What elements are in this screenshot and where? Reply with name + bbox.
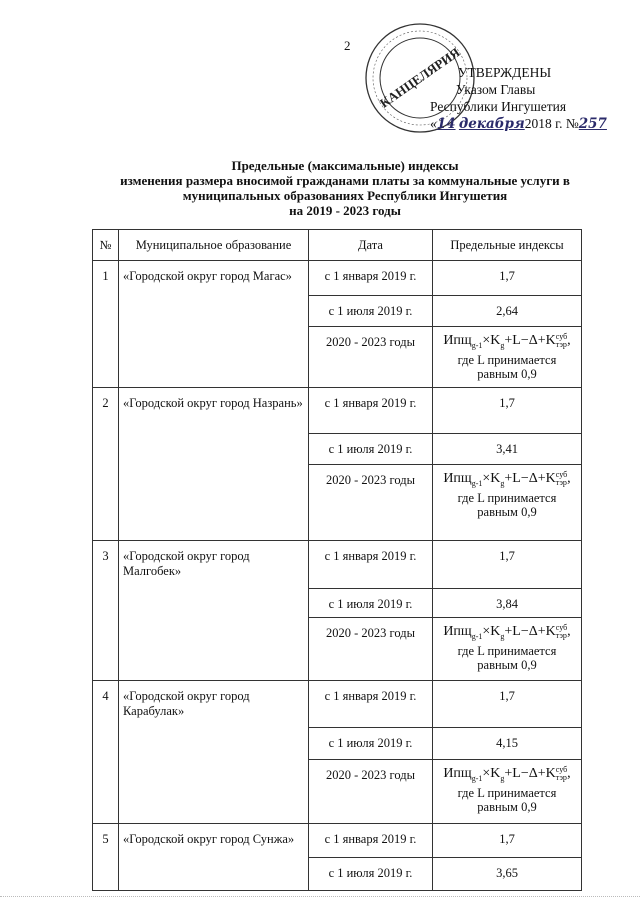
indices-table <box>92 229 582 891</box>
row-number: 4 <box>102 689 109 703</box>
handwritten-order-number: 257 <box>578 116 607 132</box>
row-number-cell <box>93 261 119 388</box>
formula-note-1: где L принимается <box>457 644 557 659</box>
index-value-cell <box>433 824 582 858</box>
handwritten-month: декабря <box>458 116 525 132</box>
index-value: 1,7 <box>499 269 515 283</box>
index-value-cell <box>433 589 582 618</box>
date-text: 2020 - 2023 годы <box>325 335 415 349</box>
formula-part: , <box>567 333 571 349</box>
index-formula <box>433 465 581 519</box>
formula-part: +L−Δ+K <box>504 766 556 782</box>
date-cell <box>309 541 433 589</box>
approval-date-line <box>430 115 607 133</box>
stamp-text: КАНЦЕЛЯРИЯ <box>376 44 463 111</box>
formula-sub: g <box>500 632 505 642</box>
formula-part: Ипщ <box>443 471 472 487</box>
date-text: 2020 - 2023 годы <box>325 473 415 487</box>
formula-sup: суб <box>555 623 568 632</box>
formula-part: , <box>567 624 571 640</box>
index-value-cell <box>433 296 582 327</box>
scan-artifact-line <box>0 896 640 899</box>
date-cell <box>309 434 433 465</box>
table-header-row <box>93 230 582 261</box>
date-text: с 1 января 2019 г. <box>324 396 417 410</box>
header-num: № <box>93 230 119 261</box>
row-number-cell <box>93 681 119 824</box>
approval-block <box>430 64 607 133</box>
date-cell <box>309 388 433 434</box>
approval-line-3: Республики Ингушетия <box>430 99 567 114</box>
index-formula-cell <box>433 618 582 681</box>
index-value-cell <box>433 434 582 465</box>
table-row <box>93 388 582 434</box>
table-row <box>93 824 582 858</box>
date-text: с 1 января 2019 г. <box>324 549 417 563</box>
index-formula <box>433 618 581 672</box>
date-text: с 1 июля 2019 г. <box>328 597 413 611</box>
date-cell <box>309 261 433 296</box>
date-cell <box>309 824 433 858</box>
approval-line-1: УТВЕРЖДЕНЫ <box>458 65 552 80</box>
municipality-name: «Городской округ город Сунжа» <box>123 832 295 846</box>
formula-expression <box>433 333 581 353</box>
formula-note-1: где L принимается <box>457 491 557 506</box>
index-formula-cell <box>433 465 582 541</box>
index-value: 4,15 <box>496 736 518 750</box>
municipality-cell <box>119 261 309 388</box>
formula-part: ×K <box>482 471 501 487</box>
index-value-cell <box>433 388 582 434</box>
formula-note-1: где L принимается <box>457 786 557 801</box>
municipality-name: «Городской округ город Карабулак» <box>123 689 250 718</box>
formula-part: +L−Δ+K <box>504 471 556 487</box>
formula-note-2: равным 0,9 <box>477 658 537 673</box>
formula-sub: g <box>500 341 505 351</box>
formula-sup: суб <box>555 332 568 341</box>
date-cell <box>309 728 433 760</box>
formula-expression <box>433 624 581 644</box>
formula-part: Ипщ <box>443 624 472 640</box>
municipality-cell <box>119 541 309 681</box>
row-number-cell <box>93 388 119 541</box>
index-value: 3,84 <box>496 597 518 611</box>
row-number: 2 <box>102 396 109 410</box>
title-line-4: на 2019 - 2023 годы <box>289 203 401 218</box>
formula-sub: g-1 <box>471 632 483 642</box>
formula-note-2: равным 0,9 <box>477 505 537 520</box>
index-value: 1,7 <box>499 689 515 703</box>
header-indices: Предельные индексы <box>433 230 582 261</box>
index-formula <box>433 327 581 381</box>
date-cell <box>309 858 433 891</box>
date-text: с 1 января 2019 г. <box>324 269 417 283</box>
title-line-3: муниципальных образованиях Республики Ингушетия <box>182 188 508 203</box>
date-text: с 1 января 2019 г. <box>324 832 417 846</box>
index-value: 1,7 <box>499 549 515 563</box>
formula-sub: g <box>500 479 505 489</box>
formula-part: , <box>567 471 571 487</box>
formula-sub: g-1 <box>471 774 483 784</box>
date-cell <box>309 618 433 681</box>
table-row <box>93 261 582 296</box>
municipality-name: «Городской округ город Малгобек» <box>123 549 250 578</box>
index-value-cell <box>433 858 582 891</box>
formula-note-1: где L принимается <box>457 353 557 368</box>
formula-sub: тэр <box>555 773 567 782</box>
date-text: с 1 июля 2019 г. <box>328 866 413 880</box>
page-number: 2 <box>344 38 351 53</box>
formula-sub: g <box>500 774 505 784</box>
formula-part: +L−Δ+K <box>504 333 556 349</box>
date-cell <box>309 327 433 388</box>
municipality-cell <box>119 681 309 824</box>
header-municipality: Муниципальное образование <box>119 230 309 261</box>
date-cell <box>309 465 433 541</box>
formula-note-2: равным 0,9 <box>477 367 537 382</box>
formula-sub: тэр <box>555 340 567 349</box>
row-number-cell <box>93 824 119 891</box>
index-formula-cell <box>433 760 582 824</box>
formula-part: Ипщ <box>443 766 472 782</box>
date-text: с 1 января 2019 г. <box>324 689 417 703</box>
document-title <box>60 158 630 218</box>
formula-expression <box>433 766 581 786</box>
formula-part: , <box>567 766 571 782</box>
title-line-1: Предельные (максимальные) индексы <box>231 158 459 173</box>
header-date: Дата <box>309 230 433 261</box>
index-formula-cell <box>433 327 582 388</box>
formula-sup: суб <box>555 470 568 479</box>
index-formula <box>433 760 581 814</box>
index-value: 2,64 <box>496 304 518 318</box>
formula-part: Ипщ <box>443 333 472 349</box>
municipality-name: «Городской округ город Магас» <box>123 269 292 283</box>
municipality-cell <box>119 824 309 891</box>
formula-part: ×K <box>482 766 501 782</box>
index-value: 1,7 <box>499 396 515 410</box>
municipality-name: «Городской округ город Назрань» <box>123 396 303 410</box>
row-number: 3 <box>102 549 109 563</box>
date-text: с 1 июля 2019 г. <box>328 442 413 456</box>
approval-line-2: Указом Главы <box>456 82 536 97</box>
index-value-cell <box>433 728 582 760</box>
municipality-cell <box>119 388 309 541</box>
date-prefix: « <box>430 116 437 131</box>
formula-part: ×K <box>482 624 501 640</box>
date-cell <box>309 681 433 728</box>
formula-sub: g-1 <box>471 341 483 351</box>
date-year: 2018 г. № <box>524 116 579 131</box>
date-text: с 1 июля 2019 г. <box>328 304 413 318</box>
formula-sub: g-1 <box>471 479 483 489</box>
index-value: 3,65 <box>496 866 518 880</box>
formula-sup: суб <box>555 765 568 774</box>
formula-expression <box>433 471 581 491</box>
formula-note-2: равным 0,9 <box>477 800 537 815</box>
index-value: 3,41 <box>496 442 518 456</box>
date-text: 2020 - 2023 годы <box>325 626 415 640</box>
title-line-2: изменения размера вносимой гражданами платы за коммунальные услуги в <box>120 173 570 188</box>
date-text: с 1 июля 2019 г. <box>328 736 413 750</box>
formula-sub: тэр <box>555 631 567 640</box>
table-row <box>93 541 582 589</box>
date-cell <box>309 589 433 618</box>
formula-part: ×K <box>482 333 501 349</box>
formula-sub: тэр <box>555 478 567 487</box>
date-cell <box>309 760 433 824</box>
row-number: 1 <box>102 269 109 283</box>
handwritten-day: 14 <box>436 116 456 132</box>
date-text: 2020 - 2023 годы <box>325 768 415 782</box>
table-row <box>93 681 582 728</box>
index-value: 1,7 <box>499 832 515 846</box>
index-value-cell <box>433 541 582 589</box>
index-value-cell <box>433 681 582 728</box>
row-number-cell <box>93 541 119 681</box>
row-number: 5 <box>102 832 109 846</box>
formula-part: +L−Δ+K <box>504 624 556 640</box>
date-cell <box>309 296 433 327</box>
index-value-cell <box>433 261 582 296</box>
